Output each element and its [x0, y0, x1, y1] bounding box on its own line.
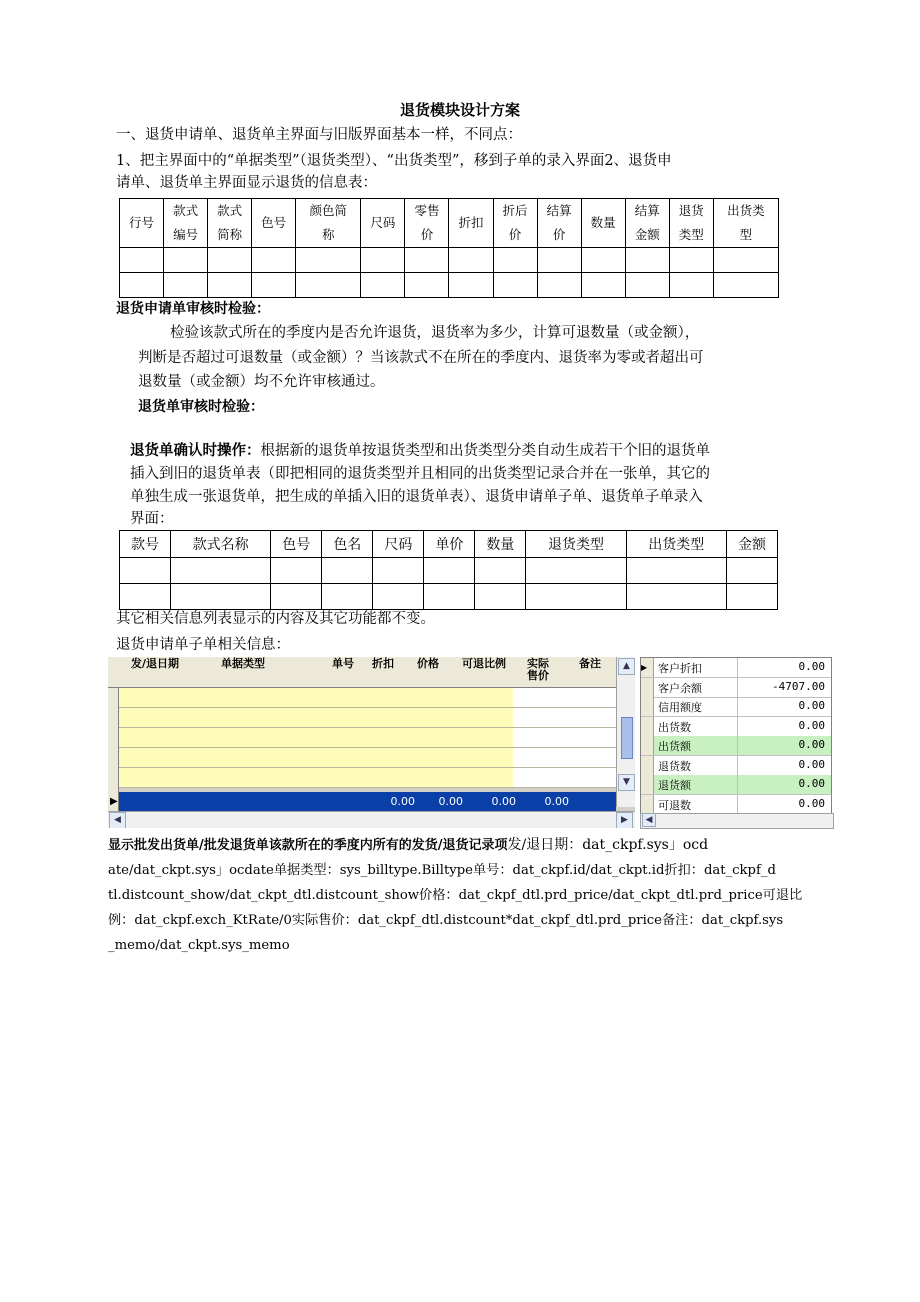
panel-label: 可退数: [658, 798, 691, 812]
table1-header-text: 色号: [261, 215, 287, 230]
panel-label: 信用额度: [658, 701, 702, 714]
table-cell: [626, 558, 726, 584]
table-cell: [373, 558, 424, 584]
table1-header-cell: [669, 199, 713, 248]
panel-value: 0.00: [798, 777, 825, 790]
table1-header-text: 称: [322, 227, 335, 242]
sub-info: 退货申请单子单相关信息：: [116, 637, 290, 653]
table1-header-cell: [252, 199, 296, 248]
table-cell: [424, 558, 475, 584]
panel-value: 0.00: [798, 660, 825, 673]
table1-header-text: 类型: [678, 227, 704, 242]
grid-cell[interactable]: [200, 728, 294, 747]
bottom-line2: ate/dat_ckpt.sys」ocdate单据类型：sys_billtype.Billtype单号：dat_ckpf.id/dat_ckpt.id折扣：dat_ckpf_d: [108, 863, 776, 878]
other-info: 其它相关信息列表显示的内容及其它功能都不变。: [116, 611, 435, 627]
table1-header-text: 颜色简: [309, 203, 348, 218]
panel-divider: [737, 756, 738, 775]
grid-cell[interactable]: [293, 708, 406, 727]
bottom-line3: tl.distcount_show/dat_ckpt_dtl.distcount_show价格：dat_ckpf_dtl.prd_price/dat_ckpt_dtl.prd_price可退比: [108, 888, 803, 903]
panel-divider: [737, 717, 738, 736]
total-price: 0.00: [438, 795, 463, 808]
grid-cell[interactable]: [119, 688, 201, 707]
bottom-line1-rest: 发/退日期：dat_ckpf.sys」ocd: [507, 837, 709, 853]
bottom-line4: 例：dat_ckpf.exch_KtRate/0实际售价：dat_ckpf_dtl.distcount*dat_ckpf_dtl.prd_price备注：dat_ckpf.sys: [108, 913, 784, 928]
table2-header-cell: 色名: [322, 531, 373, 558]
table-cell: [581, 248, 625, 273]
grid-cell[interactable]: [200, 708, 294, 727]
grid-cell[interactable]: [293, 768, 406, 787]
panel-value: 0.00: [798, 738, 825, 751]
table-cell: [405, 248, 449, 273]
panel-value: 0.00: [798, 699, 825, 712]
table1-header-text: 型: [739, 227, 753, 242]
grid-cell[interactable]: [465, 728, 514, 747]
grid-cell[interactable]: [119, 748, 201, 767]
panel-value: 0.00: [798, 796, 825, 810]
grid-cell[interactable]: [293, 728, 406, 747]
table1-header-text: 结算: [634, 203, 660, 218]
table-cell: [296, 273, 361, 298]
grid-cell[interactable]: [405, 728, 466, 747]
panel-divider: [737, 775, 738, 794]
panel-row-indicator: [641, 736, 654, 755]
grid-col-actual[interactable]: 实际: [527, 657, 549, 670]
table1-header-row: [120, 199, 779, 248]
table-cell: [581, 273, 625, 298]
panel-divider: [737, 658, 738, 677]
table2-header-cell: 单价: [424, 531, 475, 558]
confirm-heading: 退货单确认时操作：: [130, 443, 261, 459]
grid-cell[interactable]: [513, 708, 567, 727]
grid-cell[interactable]: [405, 768, 466, 787]
table-cell: [475, 584, 526, 610]
panel-row[interactable]: [641, 795, 831, 815]
point1-line1: 1、把主界面中的“单据类型”（退货类型）、“出货类型”，移到子单的录入界面2、退货申: [116, 153, 672, 169]
table-cell: [322, 584, 373, 610]
table-cell: [713, 248, 778, 273]
panel-row[interactable]: [641, 736, 831, 756]
table2-header-row: [120, 531, 778, 558]
confirm-line1: [130, 440, 710, 462]
grid-cell[interactable]: [513, 728, 567, 747]
grid-cell[interactable]: [513, 688, 567, 707]
table-cell: [669, 273, 713, 298]
panel-label: 客户折扣: [658, 662, 702, 675]
panel-row-indicator: ▶: [641, 658, 654, 677]
grid-cell[interactable]: [567, 708, 617, 727]
table1-header-text: 价: [420, 227, 434, 242]
table1-header-cell: [405, 199, 449, 248]
grid-cell[interactable]: [465, 768, 514, 787]
table-cell: [252, 273, 296, 298]
table2-header-cell: 退货类型: [526, 531, 626, 558]
table2-header-cell: 款号: [120, 531, 171, 558]
point1-line2: 请单、退货单主界面显示退货的信息表：: [116, 175, 377, 191]
records-grid[interactable]: [108, 657, 635, 828]
table-cell: [120, 558, 171, 584]
grid-col-date[interactable]: 发/退日期: [130, 657, 180, 670]
table-cell: [493, 273, 537, 298]
return-audit-heading: 退货单审核时检验：: [138, 399, 264, 415]
panel-label: 客户余额: [658, 681, 702, 695]
grid-cell[interactable]: [567, 728, 617, 747]
table1-header-cell: [449, 199, 493, 248]
table2-header-cell: 出货类型: [626, 531, 726, 558]
table1-header-cell: [581, 199, 625, 248]
scroll-right-icon[interactable]: ▶: [616, 812, 633, 828]
grid-cell[interactable]: [465, 688, 514, 707]
panel-row[interactable]: [641, 775, 831, 795]
grid-cell[interactable]: [465, 708, 514, 727]
grid-cell[interactable]: [293, 688, 406, 707]
table1-header-cell: [713, 199, 778, 248]
grid-cell[interactable]: [567, 748, 617, 767]
table-cell: [449, 248, 493, 273]
grid-col-price[interactable]: 价格: [417, 657, 439, 670]
panel-value: 0.00: [798, 757, 825, 771]
total-ratio: 0.00: [491, 795, 516, 808]
table-cell: [626, 584, 726, 610]
grid-horizontal-scrollbar[interactable]: [108, 811, 635, 828]
panel-row[interactable]: [641, 717, 831, 737]
table2-header-cell: 金额: [726, 531, 777, 558]
audit-line3: 退数量（或金额）均不允许审核通过。: [138, 374, 385, 390]
table-cell: [726, 558, 777, 584]
grid-row[interactable]: [119, 688, 616, 708]
panel-label: 退货数: [658, 759, 691, 773]
customer-info-panel: [640, 657, 832, 829]
total-actual: 0.00: [544, 795, 569, 808]
table1-header-text: 编号: [173, 227, 199, 242]
table-cell: [373, 584, 424, 610]
panel-horizontal-scrollbar[interactable]: [640, 813, 834, 829]
grid-col-billno[interactable]: 单号: [332, 657, 354, 670]
table1-header-text: 金额: [634, 227, 660, 242]
table-cell: [208, 273, 252, 298]
table1-header-text: 退货: [678, 203, 704, 218]
panel-label: 退货额: [658, 779, 691, 792]
grid-col-discount[interactable]: 折扣: [372, 657, 394, 670]
table-cell: [252, 248, 296, 273]
table2-header-cell: 数量: [475, 531, 526, 558]
grid-col-memo[interactable]: 备注: [579, 657, 601, 670]
table1-header-text: 简称: [217, 227, 243, 242]
panel-row-indicator: [641, 717, 654, 736]
grid-cell[interactable]: [465, 748, 514, 767]
grid-total-row[interactable]: [119, 792, 616, 811]
confirm-line3: 单独生成一张退货单，把生成的单插入旧的退货单表）、退货申请单子单、退货单子单录入: [130, 489, 703, 505]
return-info-table: [119, 198, 779, 298]
table1-header-text: 折后: [502, 203, 528, 218]
table1-header-text: 数量: [590, 215, 616, 230]
table-cell: [475, 558, 526, 584]
grid-col-billtype[interactable]: 单据类型: [221, 657, 265, 670]
panel-row-indicator: [641, 756, 654, 775]
table1-header-text: 结算: [546, 203, 572, 218]
audit-line1: 检验该款式所在的季度内是否允许退货，退货率为多少，计算可退数量（或金额），: [170, 325, 700, 341]
table-cell: [361, 273, 405, 298]
grid-row[interactable]: [119, 768, 616, 788]
table-cell: [526, 558, 626, 584]
grid-col-ratio[interactable]: 可退比例: [462, 657, 506, 670]
intro-line: 一、退货申请单、退货单主界面与旧版界面基本一样，不同点：: [116, 127, 522, 143]
grid-vertical-scrollbar[interactable]: [616, 657, 635, 807]
table-row: [120, 248, 779, 273]
confirm-line2: 插入到旧的退货单表（即把相同的退货类型并且相同的出货类型记录合并在一张单，其它的: [130, 466, 710, 482]
table-cell: [271, 558, 322, 584]
table1-header-cell: [296, 199, 361, 248]
bottom-line5: _memo/dat_ckpt.sys_memo: [108, 938, 290, 953]
table-cell: [208, 248, 252, 273]
panel-row[interactable]: [641, 697, 831, 717]
audit-line2: 判断是否超过可退数量（或金额）？当该款式不在所在的季度内、退货率为零或者超出可: [138, 350, 704, 366]
table-cell: [120, 248, 164, 273]
table-cell: [405, 273, 449, 298]
panel-row-indicator: [641, 678, 654, 697]
table-cell: [164, 248, 208, 273]
table1-header-cell: [164, 199, 208, 248]
table-cell: [493, 248, 537, 273]
panel-row[interactable]: [641, 658, 831, 678]
table1-header-text: 零售: [414, 203, 440, 218]
bottom-line1: [108, 833, 798, 858]
current-row-arrow-icon: ▶: [110, 796, 118, 807]
table-cell: [171, 584, 271, 610]
table-cell: [537, 248, 581, 273]
table-row: [120, 584, 778, 610]
bottom-heading: 显示批发出货单/批发退货单该款所在的季度内所有的发货/退货记录项: [108, 838, 508, 853]
panel-divider: [737, 795, 738, 814]
grid-cell[interactable]: [200, 688, 294, 707]
table-row: [120, 558, 778, 584]
scroll-left-icon[interactable]: ◀: [109, 812, 126, 828]
table1-header-cell: [361, 199, 405, 248]
table1-header-text: 行号: [129, 215, 155, 230]
table-cell: [322, 558, 373, 584]
scroll-down-icon[interactable]: ▼: [618, 774, 635, 791]
table-cell: [361, 248, 405, 273]
grid-cell[interactable]: [119, 768, 201, 787]
table-cell: [537, 273, 581, 298]
scroll-thumb[interactable]: [621, 717, 633, 759]
grid-cell[interactable]: [405, 708, 466, 727]
table-cell: [171, 558, 271, 584]
table-cell: [713, 273, 778, 298]
table1-header-text: 出货类: [727, 203, 765, 218]
table1-header-text: 尺码: [370, 215, 396, 230]
table1-header-cell: [120, 199, 164, 248]
grid-cell[interactable]: [513, 768, 567, 787]
grid-cell[interactable]: [567, 688, 617, 707]
grid-cell[interactable]: [200, 748, 294, 767]
table1-header-text: 款式: [173, 203, 199, 218]
grid-cell[interactable]: [293, 748, 406, 767]
table1-header-text: 款式: [217, 203, 243, 218]
table-cell: [271, 584, 322, 610]
panel-label: 出货额: [658, 740, 691, 753]
total-discount: 0.00: [390, 795, 415, 808]
table-cell: [164, 273, 208, 298]
grid-cell[interactable]: [405, 688, 466, 707]
grid-cell[interactable]: [119, 728, 201, 747]
panel-row-indicator: [641, 795, 654, 814]
grid-row[interactable]: [119, 708, 616, 728]
table1-header-cell: [537, 199, 581, 248]
panel-label: 出货数: [658, 720, 691, 734]
page-title: 退货模块设计方案: [399, 101, 520, 119]
grid-row[interactable]: [119, 748, 616, 768]
grid-cell[interactable]: [119, 708, 201, 727]
table-cell: [120, 584, 171, 610]
panel-row-indicator: [641, 775, 654, 794]
panel-row-indicator: [641, 697, 654, 716]
table-cell: [625, 248, 669, 273]
panel-divider: [737, 697, 738, 716]
table2-header-cell: 尺码: [373, 531, 424, 558]
audit-heading: 退货申请单审核时检验：: [116, 301, 270, 317]
table-cell: [625, 273, 669, 298]
table-cell: [449, 273, 493, 298]
panel-scroll-left-icon[interactable]: ◀: [642, 813, 656, 827]
table-cell: [526, 584, 626, 610]
grid-col-actual-2[interactable]: 售价: [527, 669, 549, 682]
scroll-up-icon[interactable]: ▲: [618, 658, 635, 675]
table-cell: [424, 584, 475, 610]
table-row: [120, 273, 779, 298]
confirm-line4: 界面：: [130, 511, 174, 527]
grid-header: [108, 657, 616, 688]
panel-value: 0.00: [798, 718, 825, 732]
grid-cell[interactable]: [513, 748, 567, 767]
table2-header-cell: 款式名称: [171, 531, 271, 558]
sub-entry-table: [119, 530, 778, 610]
row-indicator-column: [108, 688, 119, 828]
grid-row[interactable]: [119, 728, 616, 748]
table2-header-cell: 色号: [271, 531, 322, 558]
table-cell: [726, 584, 777, 610]
table-cell: [120, 273, 164, 298]
panel-divider: [737, 678, 738, 697]
panel-row[interactable]: [641, 756, 831, 776]
panel-row[interactable]: [641, 678, 831, 698]
table-cell: [669, 248, 713, 273]
table1-header-text: 价: [552, 227, 566, 242]
grid-cell[interactable]: [567, 768, 617, 787]
grid-cell[interactable]: [405, 748, 466, 767]
table-cell: [296, 248, 361, 273]
table1-header-cell: [208, 199, 252, 248]
confirm-line1-rest: 根据新的退货单按退货类型和出货类型分类自动生成若干个旧的退货单: [260, 443, 710, 459]
table1-header-text: 折扣: [458, 215, 484, 230]
panel-divider: [737, 736, 738, 755]
table1-header-cell: [625, 199, 669, 248]
table1-header-cell: [493, 199, 537, 248]
table1-header-text: 价: [508, 227, 522, 242]
panel-value: -4707.00: [772, 679, 825, 693]
grid-cell[interactable]: [200, 768, 294, 787]
